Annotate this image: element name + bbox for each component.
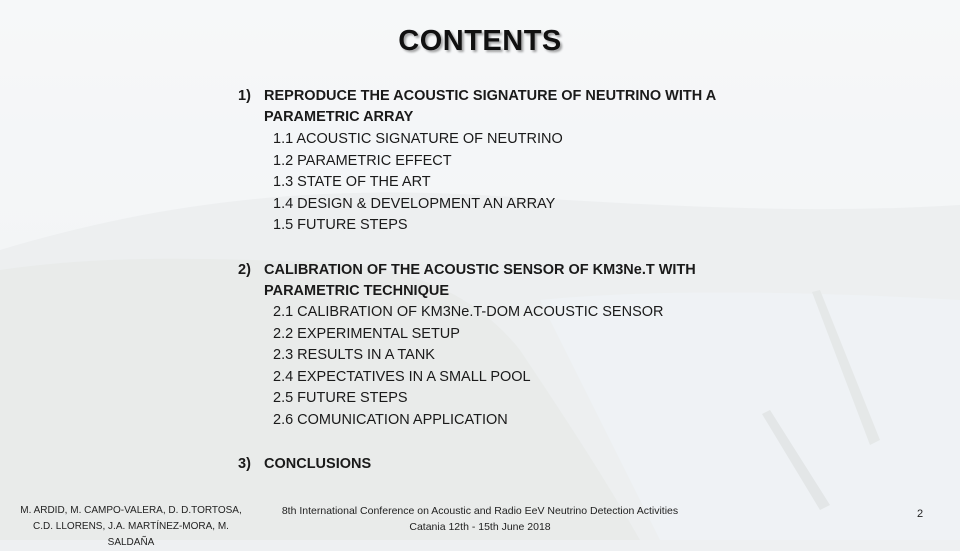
subitem: 2.4 EXPECTATIVES IN A SMALL POOL bbox=[273, 368, 531, 385]
conference-line: 8th International Conference on Acoustic and Radio EeV Neutrino Detection Activities bbox=[281, 505, 679, 517]
subitem-list bbox=[273, 129, 563, 237]
subitem: 2.6 COMUNICATION APPLICATION bbox=[273, 411, 508, 428]
conference-line: Catania 12th - 15th June 2018 bbox=[409, 521, 551, 533]
section-title-line: CALIBRATION OF THE ACOUSTIC SENSOR OF KM3Ne.T WITH bbox=[264, 262, 696, 278]
section-title-line: PARAMETRIC TECHNIQUE bbox=[264, 283, 450, 299]
subitem: 1.3 STATE OF THE ART bbox=[273, 174, 431, 191]
footer-conference bbox=[250, 503, 710, 535]
footer-authors bbox=[16, 503, 246, 551]
subitem: 2.1 CALIBRATION OF KM3Ne.T-DOM ACOUSTIC SENSOR bbox=[273, 304, 664, 320]
section-title bbox=[264, 454, 764, 475]
section-title-line: REPRODUCE THE ACOUSTIC SIGNATURE OF NEUTRINO WITH A bbox=[264, 88, 717, 104]
section-number: 2) bbox=[238, 262, 251, 278]
section-title-line: PARAMETRIC ARRAY bbox=[264, 109, 414, 125]
section-number: 3) bbox=[238, 456, 251, 472]
subitem: 1.2 PARAMETRIC EFFECT bbox=[273, 152, 452, 169]
authors-line: M. ARDID, M. CAMPO-VALERA, D. D.TORTOSA, bbox=[20, 505, 242, 516]
section-number: 1) bbox=[238, 88, 251, 104]
subitem: 2.5 FUTURE STEPS bbox=[273, 390, 408, 407]
subitem: 1.1 ACOUSTIC SIGNATURE OF NEUTRINO bbox=[273, 131, 563, 147]
subitem: 2.3 RESULTS IN A TANK bbox=[273, 347, 435, 364]
section-title bbox=[264, 260, 764, 302]
subitem-list bbox=[273, 302, 664, 432]
subitem: 2.2 EXPERIMENTAL SETUP bbox=[273, 325, 460, 342]
subitem: 1.5 FUTURE STEPS bbox=[273, 217, 408, 234]
section-title bbox=[264, 86, 764, 128]
slide-title: CONTENTS bbox=[398, 25, 562, 57]
page-number: 2 bbox=[916, 508, 924, 520]
section-title-line: CONCLUSIONS bbox=[264, 456, 372, 472]
subitem: 1.4 DESIGN & DEVELOPMENT AN ARRAY bbox=[273, 195, 556, 212]
authors-line: C.D. LLORENS, J.A. MARTÍNEZ-MORA, M. SALDAÑA bbox=[33, 521, 229, 548]
